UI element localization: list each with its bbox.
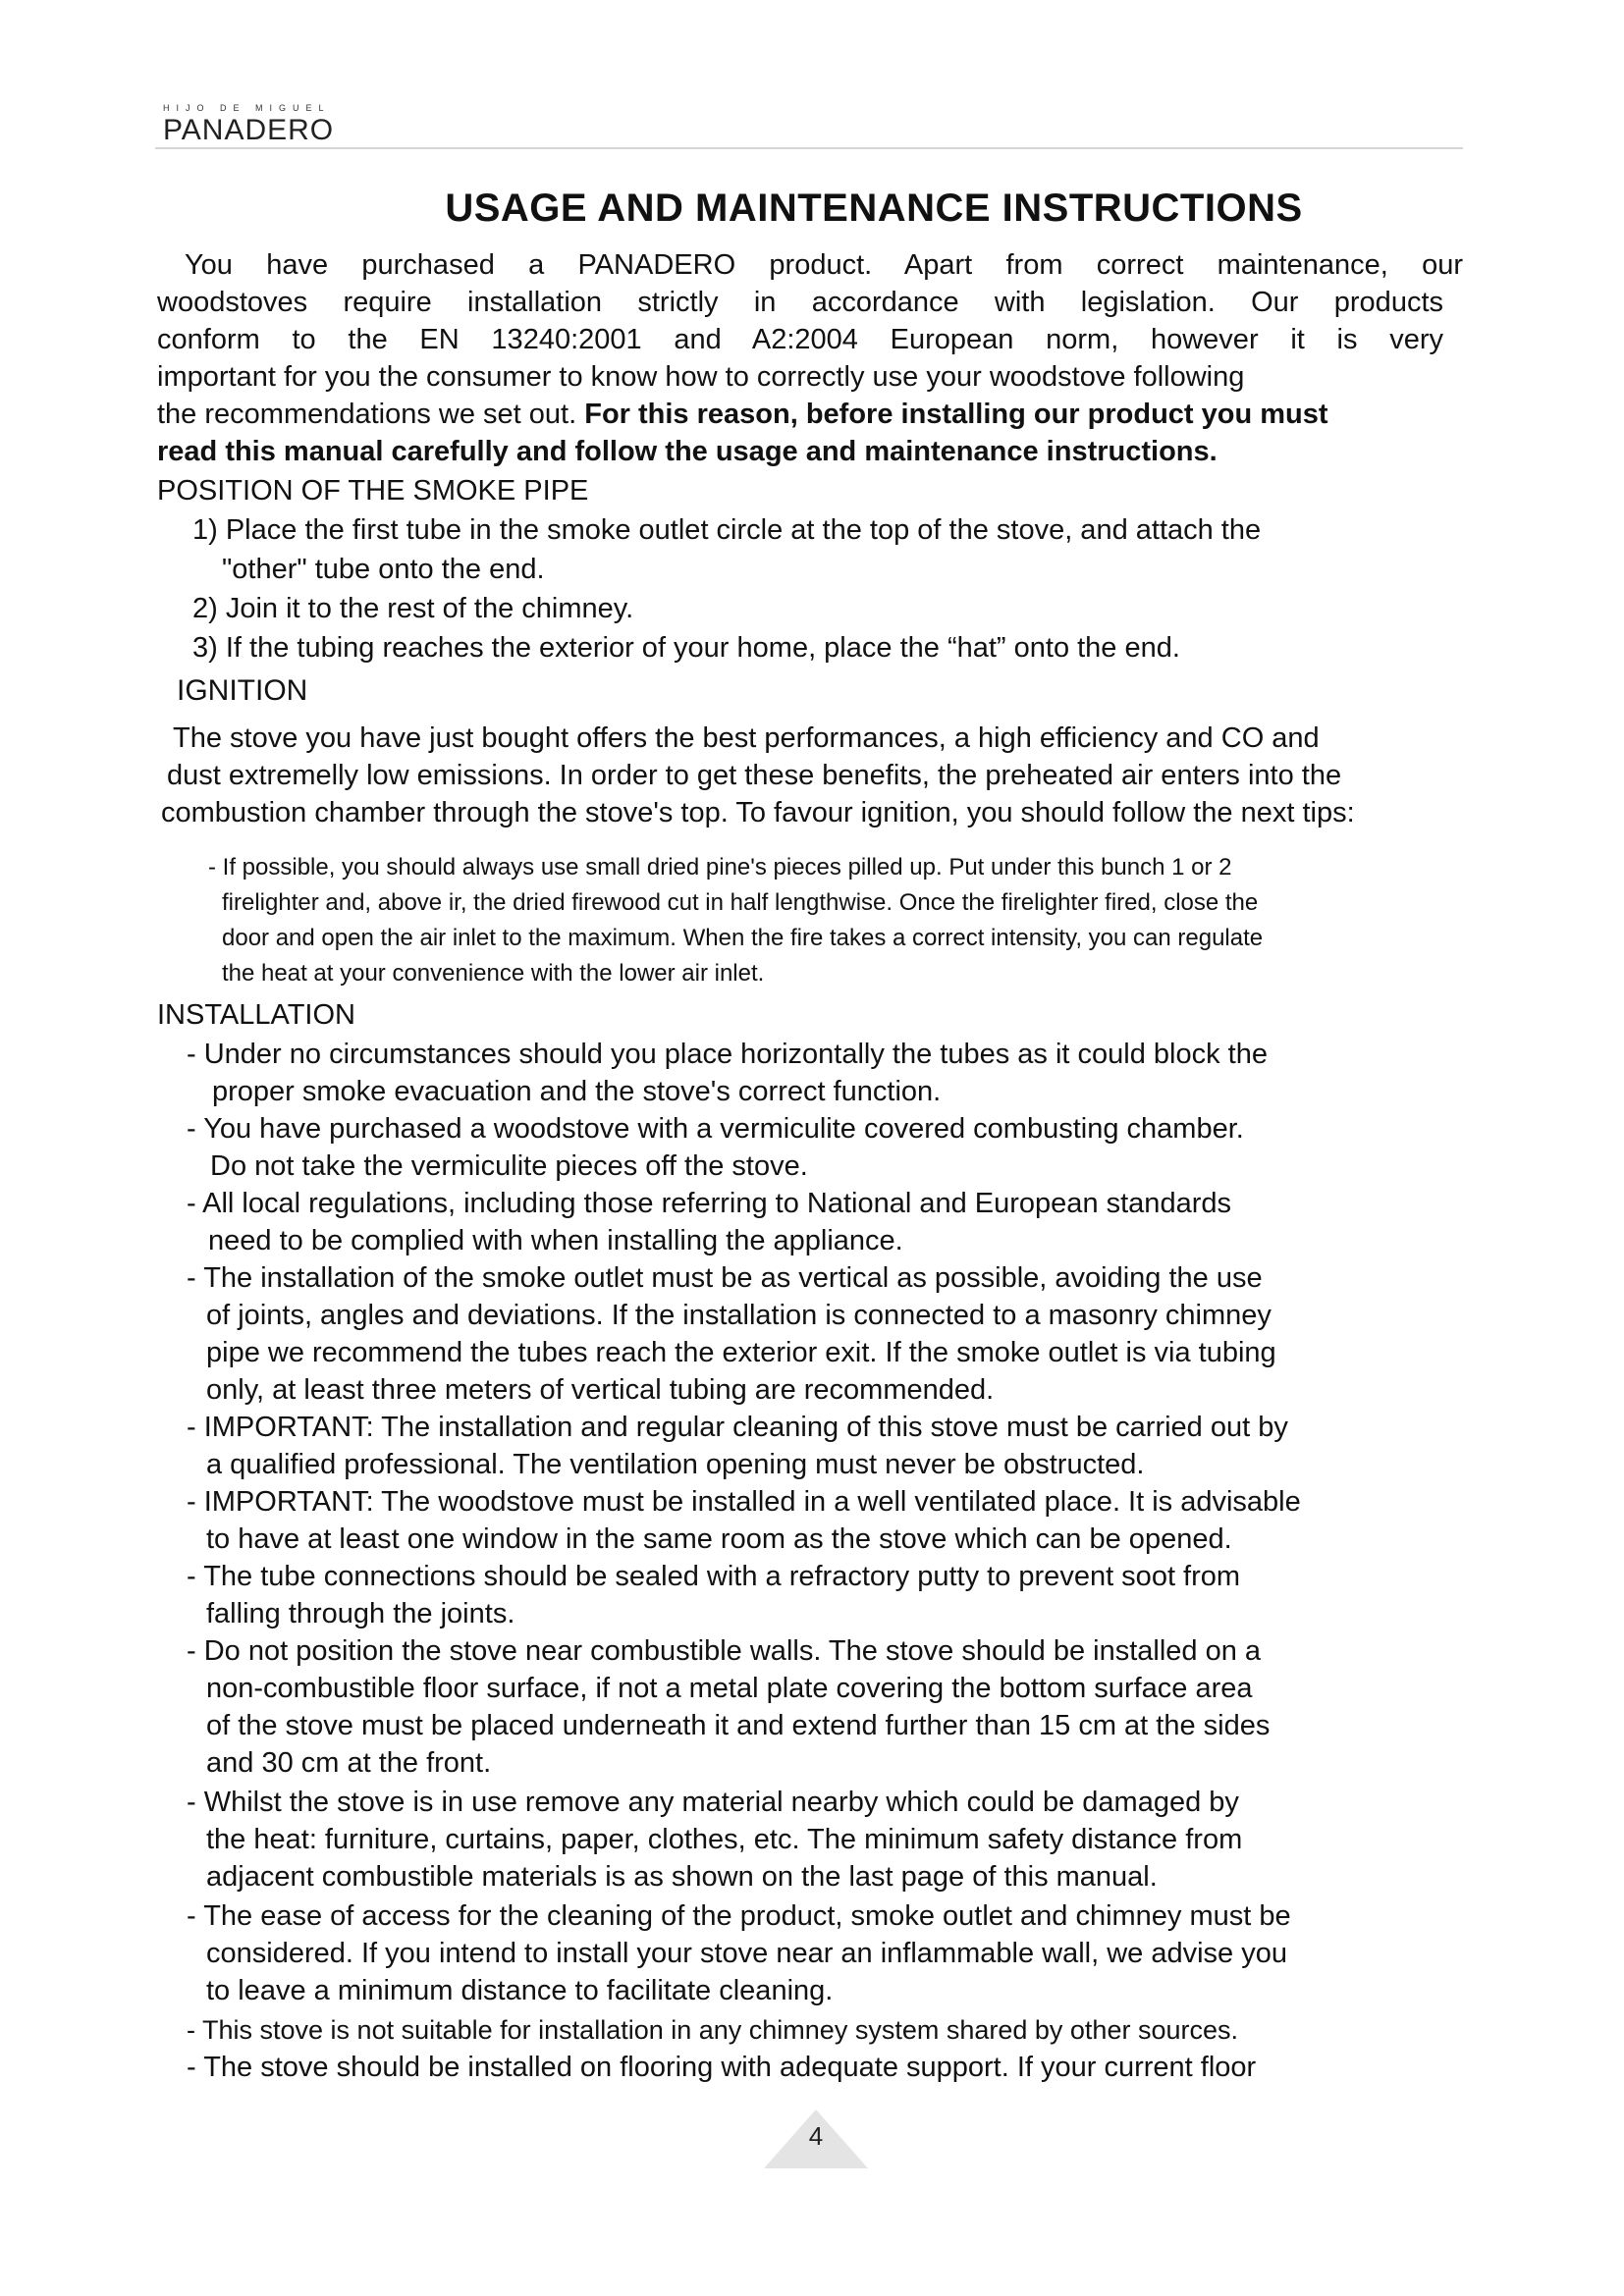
intro-line-1: You have purchased a PANADERO product. Apart from correct maintenance, our: [185, 249, 1463, 281]
brand-logo: [163, 102, 334, 145]
brand-name: PANADERO: [163, 114, 335, 146]
ignition-tip-line-2: firelighter and, above ir, the dried firewood cut in half lengthwise. Once the firelighter fired, close the: [222, 889, 1259, 916]
smoke-pipe-heading: POSITION OF THE SMOKE PIPE: [157, 475, 589, 507]
page-title: USAGE AND MAINTENANCE INSTRUCTIONS: [445, 187, 1303, 230]
intro-line-3: conform to the EN 13240:2001 and A2:2004 European norm, however it is very: [157, 324, 1443, 355]
installation-heading: INSTALLATION: [157, 999, 355, 1031]
installation-line: a qualified professional. The ventilation opening must never be obstructed.: [206, 1449, 1145, 1480]
installation-line: pipe we recommend the tubes reach the exterior exit. If the smoke outlet is via tubing: [206, 1337, 1276, 1368]
ignition-para-line-2: dust extremelly low emissions. In order to get these benefits, the preheated air enters into the: [167, 760, 1342, 791]
smoke-pipe-step-2: 2) Join it to the rest of the chimney.: [192, 593, 634, 624]
installation-line: non-combustible floor surface, if not a metal plate covering the bottom surface area: [206, 1673, 1253, 1704]
installation-line: and 30 cm at the front.: [206, 1747, 492, 1779]
page-number: 4: [808, 2121, 824, 2151]
smoke-pipe-step-3: 3) If the tubing reaches the exterior of your home, place the “hat” onto the end.: [192, 632, 1180, 664]
ignition-tip-line-3: door and open the air inlet to the maximum. When the fire takes a correct intensity, you can regulate: [222, 925, 1264, 951]
installation-line: Do not take the vermiculite pieces off the stove.: [210, 1150, 808, 1182]
installation-line: need to be complied with when installing the appliance.: [208, 1225, 903, 1256]
ignition-tip-line-1: - If possible, you should always use small dried pine's pieces pilled up. Put under this bunch 1 or 2: [208, 854, 1232, 881]
installation-line: - IMPORTANT: The installation and regular cleaning of this stove must be carried out by: [187, 1412, 1288, 1443]
page-number-badge: [762, 2108, 870, 2170]
installation-line: - The tube connections should be sealed with a refractory putty to prevent soot from: [187, 1561, 1241, 1592]
installation-line: proper smoke evacuation and the stove's correct function.: [212, 1076, 942, 1107]
smoke-pipe-step-1-cont: "other" tube onto the end.: [222, 554, 545, 585]
installation-line: - All local regulations, including those referring to National and European standards: [187, 1188, 1231, 1219]
installation-line: - IMPORTANT: The woodstove must be installed in a well ventilated place. It is advisable: [187, 1486, 1301, 1518]
intro-line-4: important for you the consumer to know how to correctly use your woodstove following: [157, 361, 1245, 393]
installation-line: - This stove is not suitable for installation in any chimney system shared by other sources.: [187, 2015, 1238, 2045]
installation-line: the heat: furniture, curtains, paper, clothes, etc. The minimum safety distance from: [206, 1824, 1243, 1855]
installation-line: - The installation of the smoke outlet must be as vertical as possible, avoiding the use: [187, 1262, 1263, 1294]
installation-line: of the stove must be placed underneath it and extend further than 15 cm at the sides: [206, 1710, 1271, 1741]
ignition-heading: IGNITION: [177, 674, 308, 707]
intro-line-5: [157, 397, 1328, 432]
installation-line: - The ease of access for the cleaning of the product, smoke outlet and chimney must be: [187, 1900, 1291, 1932]
intro-emphasis-2: read this manual carefully and follow the usage and maintenance instructions.: [157, 436, 1218, 467]
intro-emphasis-1: For this reason, before installing our product you must: [584, 399, 1328, 430]
intro-line-5-text: the recommendations we set out.: [157, 399, 577, 430]
installation-line: - Under no circumstances should you place horizontally the tubes as it could block the: [187, 1039, 1268, 1070]
intro-line-2: woodstoves require installation strictly in accordance with legislation. Our products: [157, 287, 1443, 318]
installation-line: considered. If you intend to install your stove near an inflammable wall, we advise you: [206, 1938, 1287, 1969]
installation-line: only, at least three meters of vertical tubing are recommended.: [206, 1374, 995, 1406]
ignition-para-line-3: combustion chamber through the stove's top. To favour ignition, you should follow the next tips:: [161, 797, 1355, 828]
installation-line: adjacent combustible materials is as shown on the last page of this manual.: [206, 1861, 1158, 1893]
header-divider: [155, 147, 1463, 149]
installation-line: to leave a minimum distance to facilitate cleaning.: [206, 1975, 834, 2006]
ignition-tip-line-4: the heat at your convenience with the lower air inlet.: [222, 960, 765, 987]
brand-subtitle: HIJO DE MIGUEL: [163, 103, 331, 113]
smoke-pipe-step-1: 1) Place the first tube in the smoke outlet circle at the top of the stove, and attach the: [192, 514, 1262, 546]
installation-line: of joints, angles and deviations. If the installation is connected to a masonry chimney: [206, 1300, 1272, 1331]
installation-line: - Whilst the stove is in use remove any material nearby which could be damaged by: [187, 1787, 1239, 1818]
installation-line: - Do not position the stove near combustible walls. The stove should be installed on a: [187, 1635, 1262, 1667]
ignition-para-line-1: The stove you have just bought offers the best performances, a high efficiency and CO and: [173, 722, 1320, 754]
installation-line: - The stove should be installed on flooring with adequate support. If your current floor: [187, 2052, 1257, 2083]
installation-line: falling through the joints.: [206, 1598, 515, 1629]
installation-line: to have at least one window in the same room as the stove which can be opened.: [206, 1523, 1232, 1555]
installation-line: - You have purchased a woodstove with a vermiculite covered combusting chamber.: [187, 1113, 1244, 1145]
